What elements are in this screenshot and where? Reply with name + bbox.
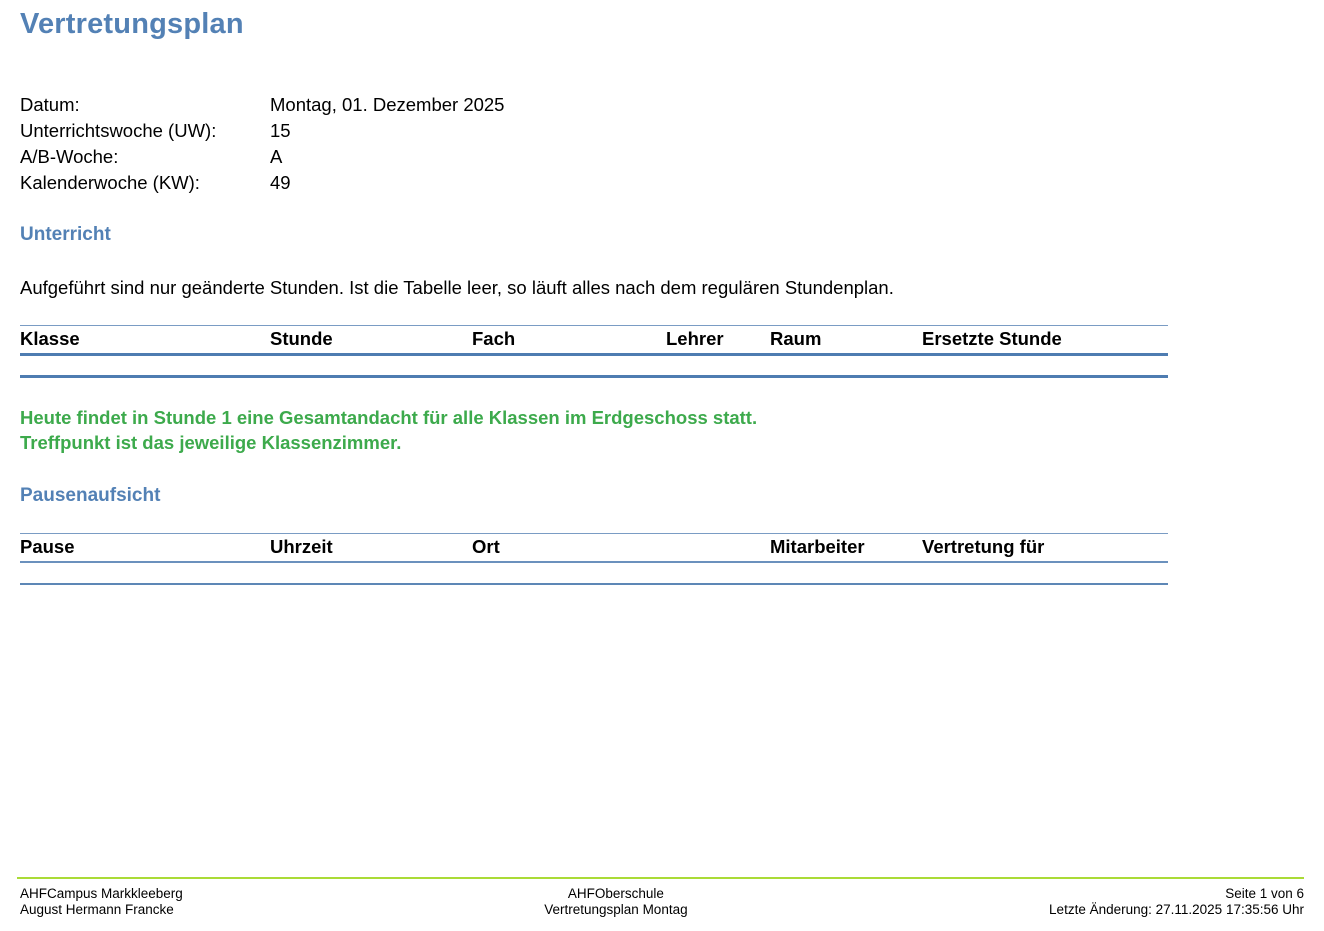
column-header-stunde: Stunde <box>270 326 472 355</box>
section-heading-unterricht: Unterricht <box>20 224 111 245</box>
footer-last-modified: Letzte Änderung: 27.11.2025 17:35:56 Uhr <box>1049 902 1304 917</box>
announcement-line-2: Treffpunkt ist das jeweilige Klassenzimmer. <box>20 432 402 453</box>
column-header-fach: Fach <box>472 326 666 355</box>
info-row-kalenderwoche <box>20 170 504 196</box>
info-row-ab-woche <box>20 144 504 170</box>
column-header-lehrer: Lehrer <box>666 326 770 355</box>
note-text: Aufgeführt sind nur geänderte Stunden. Ist die Tabelle leer, so läuft alles nach dem regulären Stundenplan. <box>20 277 894 298</box>
footer-left-line-1: AHFCampus Markkleeberg <box>20 886 183 901</box>
info-value-kalenderwoche: 49 <box>270 172 291 193</box>
column-header-ersetzte-stunde: Ersetzte Stunde <box>922 326 1168 355</box>
column-header-pause: Pause <box>20 534 270 563</box>
unterricht-table <box>20 325 1168 378</box>
footer-center-line-1: AHFOberschule <box>567 886 664 901</box>
footer-right <box>1049 886 1304 918</box>
unterricht-table-empty-row <box>20 355 1168 377</box>
footer-page-number: Seite 1 von 6 <box>1225 886 1304 901</box>
info-label-kalenderwoche: Kalenderwoche (KW): <box>20 172 200 193</box>
info-label-ab-woche: A/B-Woche: <box>20 146 119 167</box>
info-value-ab-woche: A <box>270 146 283 167</box>
column-header-mitarbeiter: Mitarbeiter <box>770 534 922 563</box>
info-label-datum: Datum: <box>20 94 80 115</box>
section-heading-pausenaufsicht: Pausenaufsicht <box>20 485 161 506</box>
page-footer <box>20 886 1304 918</box>
info-block <box>20 92 504 196</box>
column-header-uhrzeit: Uhrzeit <box>270 534 472 563</box>
pausenaufsicht-table-empty-cell <box>20 562 1168 584</box>
page-title: Vertretungsplan <box>20 8 244 40</box>
footer-left <box>20 886 183 918</box>
info-value-unterrichtswoche: 15 <box>270 120 291 141</box>
footer-left-line-2: August Hermann Francke <box>20 902 174 917</box>
unterricht-table-empty-cell <box>20 355 1168 377</box>
pausenaufsicht-table <box>20 533 1168 585</box>
info-row-datum <box>20 92 504 118</box>
column-header-vertretung-fuer: Vertretung für <box>922 534 1168 563</box>
column-header-raum: Raum <box>770 326 922 355</box>
column-header-klasse: Klasse <box>20 326 270 355</box>
footer-center-line-2: Vertretungsplan Montag <box>544 902 688 917</box>
pausenaufsicht-table-empty-row <box>20 562 1168 584</box>
unterricht-table-header-row <box>20 326 1168 355</box>
info-value-datum: Montag, 01. Dezember 2025 <box>270 94 505 115</box>
footer-divider-line <box>17 877 1304 879</box>
announcement-line-1: Heute findet in Stunde 1 eine Gesamtandacht für alle Klassen im Erdgeschoss statt. <box>20 407 758 428</box>
info-label-unterrichtswoche: Unterrichtswoche (UW): <box>20 120 217 141</box>
pausenaufsicht-table-header-row <box>20 534 1168 563</box>
column-header-ort: Ort <box>472 534 770 563</box>
footer-center <box>544 886 687 918</box>
announcement-text <box>20 405 757 455</box>
info-row-unterrichtswoche <box>20 118 504 144</box>
